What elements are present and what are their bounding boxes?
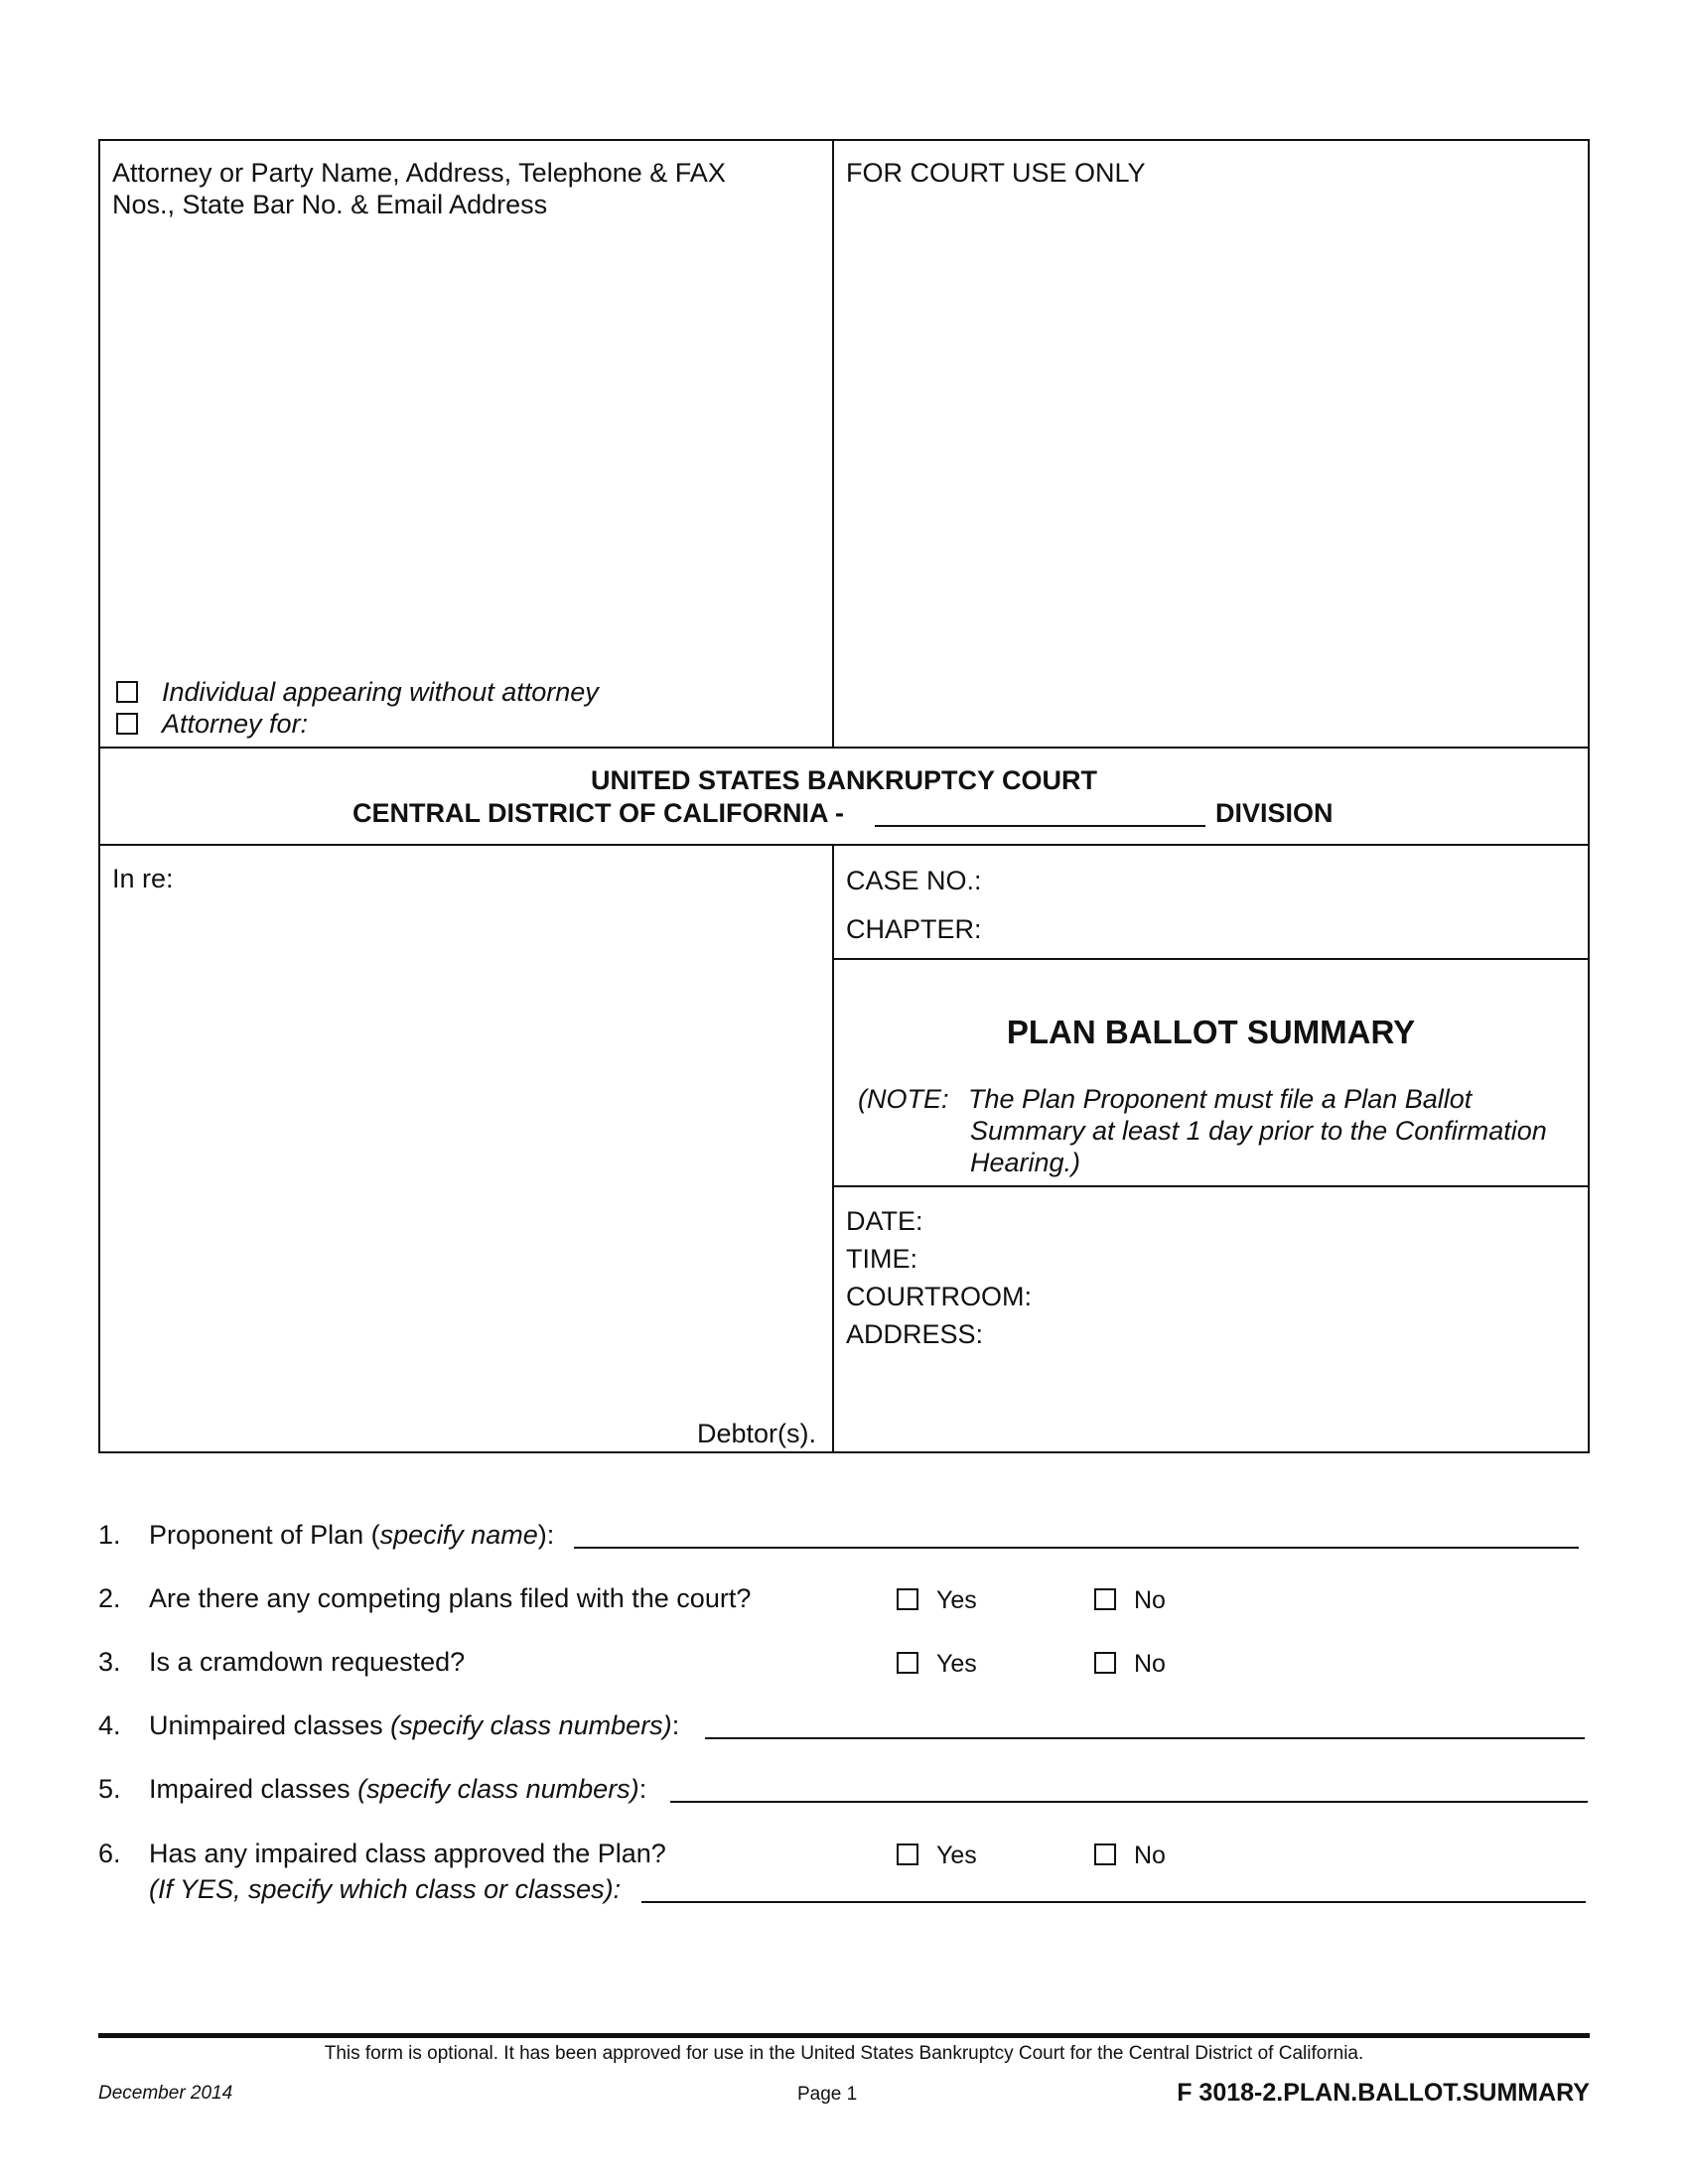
time-label: TIME: [846,1244,917,1274]
q1-answer-line[interactable] [574,1547,1579,1549]
note-line3: Hearing.) [970,1148,1081,1177]
q5-text-main: Impaired classes [149,1774,358,1804]
q2-no-label: No [1134,1586,1166,1614]
pro-se-label: Individual appearing without attorney [162,677,599,707]
court-use-label: FOR COURT USE ONLY [846,158,1146,188]
q6-text: Has any impaired class approved the Plan? [149,1839,666,1868]
q5-text-end: : [638,1774,647,1804]
attorney-for-checkbox[interactable] [116,713,138,735]
footer-rule [98,2033,1590,2038]
q3-number: 3. [98,1647,121,1677]
attorney-for-label: Attorney for: [162,709,309,739]
court-division-suffix: DIVISION [1215,798,1334,828]
q6-yes-checkbox[interactable] [897,1843,918,1865]
footer-page: Page 1 [797,2084,858,2105]
q4-answer-line[interactable] [705,1737,1585,1739]
q4-text-end: : [671,1710,680,1740]
court-district-prefix: CENTRAL DISTRICT OF CALIFORNIA - [352,798,844,828]
document-title: PLAN BALLOT SUMMARY [1006,1014,1416,1050]
q2-yes-checkbox[interactable] [897,1588,918,1610]
q5-text [149,1773,646,1806]
q3-no-label: No [1134,1650,1166,1678]
courtroom-label: COURTROOM: [846,1282,1032,1311]
court-band-top-line [98,747,1590,749]
debtor-label: Debtor(s). [697,1419,817,1448]
note-line1: The Plan Proponent must file a Plan Ballot [968,1084,1473,1114]
attorney-label-line1: Attorney or Party Name, Address, Telephone & FAX [112,158,726,188]
footer-form-id: F 3018-2.PLAN.BALLOT.SUMMARY [1177,2079,1590,2107]
q3-no-checkbox[interactable] [1094,1652,1116,1674]
q6-no-checkbox[interactable] [1094,1843,1116,1865]
q6-number: 6. [98,1839,121,1868]
footer-date: December 2014 [98,2083,233,2104]
q3-yes-checkbox[interactable] [897,1652,918,1674]
q1-text-main: Proponent of Plan ( [149,1520,380,1550]
q6-subtext: (If YES, specify which class or classes): [149,1874,622,1904]
footer-optional-note: This form is optional. It has been approved for use in the United States Bankruptcy Court for the Central District of California. [324,2043,1364,2064]
case-no-bottom-line [832,958,1590,960]
q2-text: Are there any competing plans filed with the court? [149,1583,752,1613]
q4-text-main: Unimpaired classes [149,1710,391,1740]
q1-text-end: ): [537,1520,555,1550]
q4-number: 4. [98,1710,121,1740]
q3-yes-label: Yes [936,1650,977,1678]
case-no-label: CASE NO.: [846,866,982,895]
pro-se-checkbox[interactable] [116,681,138,703]
top-divider-vertical [832,139,834,749]
q3-text: Is a cramdown requested? [149,1647,466,1677]
q1-text [149,1519,554,1552]
q1-text-italic: specify name [379,1520,538,1550]
in-re-label: In re: [112,864,174,893]
q2-number: 2. [98,1583,121,1613]
q5-text-italic: (specify class numbers) [357,1774,639,1804]
q2-no-checkbox[interactable] [1094,1588,1116,1610]
lower-divider-vertical [832,844,834,1453]
title-box-bottom-line [832,1185,1590,1187]
q4-text [149,1709,679,1742]
note-line2: Summary at least 1 day prior to the Confirmation [970,1116,1547,1146]
q2-yes-label: Yes [936,1586,977,1614]
date-label: DATE: [846,1206,923,1236]
address-label: ADDRESS: [846,1319,984,1349]
court-band-bottom-line [98,844,1590,846]
attorney-label-line2: Nos., State Bar No. & Email Address [112,190,548,219]
q5-number: 5. [98,1774,121,1804]
court-name-line1: UNITED STATES BANKRUPTCY COURT [590,765,1097,795]
q6-no-label: No [1134,1842,1166,1869]
q5-answer-line[interactable] [670,1801,1588,1803]
note-prefix: (NOTE: [858,1084,949,1114]
q1-number: 1. [98,1520,121,1550]
q4-text-italic: (specify class numbers) [390,1710,672,1740]
chapter-label: CHAPTER: [846,914,982,944]
division-blank-line[interactable] [875,825,1205,827]
q6-yes-label: Yes [936,1842,977,1869]
q6-answer-line[interactable] [641,1901,1586,1903]
